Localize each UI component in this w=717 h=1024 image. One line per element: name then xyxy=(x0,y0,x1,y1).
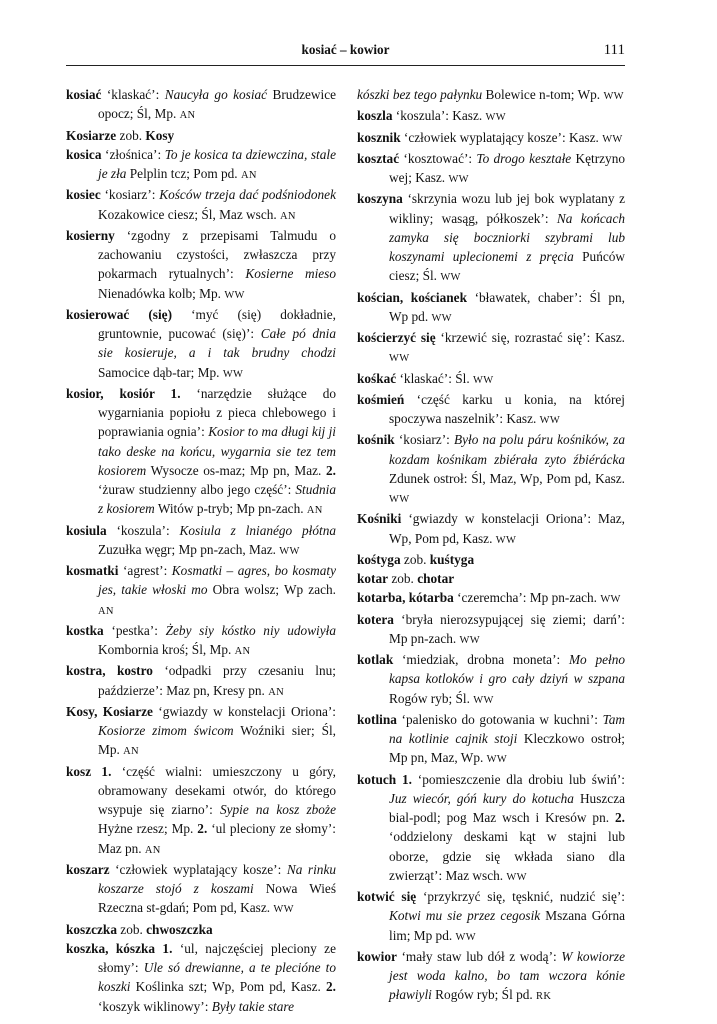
example-quote: Kośców trzeja dać podśniodonek xyxy=(159,187,336,203)
running-header xyxy=(66,42,625,62)
headword: kosmatki xyxy=(66,563,119,578)
headword: kuśtyga xyxy=(429,551,475,567)
dictionary-entry xyxy=(66,762,336,860)
headword: 2. xyxy=(326,462,336,478)
dictionary-entry xyxy=(357,509,625,550)
example-quote: kószki bez tego pałynku xyxy=(357,87,483,102)
headword: kosiać xyxy=(66,87,102,102)
dictionary-entry xyxy=(66,939,336,1016)
headword: kosica xyxy=(66,146,102,162)
example-quote: Mo pełno kapsa kotloków i gro cały dziyń w szpana xyxy=(389,652,626,687)
dictionary-entry xyxy=(66,384,336,521)
dictionary-entry xyxy=(66,920,336,939)
dictionary-entry xyxy=(66,561,336,621)
dictionary-entry xyxy=(357,390,625,431)
author-initials: WW xyxy=(506,871,527,883)
dictionary-entry xyxy=(357,650,625,710)
example-quote: Kosmatki – agres, bo kosmaty jes, takie włoski mo xyxy=(98,563,336,598)
dictionary-entry xyxy=(66,226,336,305)
headword: kosierować (się) xyxy=(66,306,172,322)
headword: kośnik xyxy=(357,432,395,448)
definition-text: Kleczkowo ostroł; Mp pn, Maz, Wp. xyxy=(389,731,625,766)
dictionary-entry xyxy=(357,710,625,770)
example-quote: To drogo keształe xyxy=(476,150,572,166)
author-initials: WW xyxy=(448,174,469,185)
dictionary-entry xyxy=(357,149,625,190)
running-title: kosiać – kowior xyxy=(301,42,390,57)
definition-text: ‘bryła nierozsypującej się ziemi; darń’: Mp pn-zach. xyxy=(389,611,625,646)
definition-text: ‘przykrzyć się, tęsknić, nudzić się’: xyxy=(416,889,626,904)
definition-text: ‘gwiazdy w konstelacji Oriona’: xyxy=(152,703,336,719)
author-initials: WW xyxy=(486,754,508,766)
headword: Kosy, Kosiarze xyxy=(66,703,153,719)
example-quote: Kosiula z lnianégo płótna xyxy=(179,522,336,538)
headword: kosior, kosiór 1. xyxy=(66,385,181,401)
dictionary-entry xyxy=(357,569,625,588)
author-initials: AN xyxy=(240,170,257,181)
definition-text: ‘klaskać’: xyxy=(101,87,165,102)
headword: kotwić się xyxy=(357,889,417,904)
headword: kosiula xyxy=(66,522,107,538)
headword: kośmień xyxy=(357,391,405,407)
definition-text: ‘ul, najczęściej pleciony ze słomy’: xyxy=(98,940,336,975)
definition-text: Pelplin tcz; Pom pd. xyxy=(126,166,241,181)
example-quote: Było na polu páru kośników, za kozdam kośnikam zbiérała zyto źbiérácka xyxy=(389,432,625,467)
author-initials: WW xyxy=(459,634,480,646)
definition-text: Mszana Górna lim; Mp pd. xyxy=(389,908,625,943)
author-initials: AN xyxy=(179,110,196,122)
definition-text: Nienadówka kolb; Mp. xyxy=(98,285,225,301)
headword: chotar xyxy=(417,571,455,586)
definition-text: ‘człowiek wyplatający kosze’: xyxy=(109,861,287,877)
page-number: 111 xyxy=(603,42,625,58)
example-quote: Kosiorze zimom świcom xyxy=(98,723,234,738)
definition-text: zob. xyxy=(116,921,147,937)
author-initials: WW xyxy=(273,904,294,916)
headword: kotar xyxy=(357,571,389,586)
dictionary-entry xyxy=(357,288,625,329)
definition-text: Kombornia kroś; Śl, Mp. xyxy=(98,642,235,657)
definition-text: Samocice dąb-tar; Mp. xyxy=(98,364,223,380)
example-quote: Całe pó dnia sie kosieruje, a i tak brudny chodzi xyxy=(98,326,336,361)
example-quote: Na końcach zamyka się boczniorki szybrami lub koszynami uplecionemi z pręcia xyxy=(389,210,625,264)
headword: Kosiarze xyxy=(66,127,117,143)
author-initials: WW xyxy=(222,368,244,380)
definition-text: Rogów ryb; Śl pd. xyxy=(431,987,537,1003)
definition-text: ‘kosiarz’: xyxy=(394,432,455,448)
dictionary-entry xyxy=(357,189,625,287)
author-initials: WW xyxy=(539,415,561,426)
author-initials: WW xyxy=(279,545,300,557)
author-initials: WW xyxy=(472,374,494,386)
dictionary-entry xyxy=(357,610,625,651)
dictionary-entry xyxy=(357,887,625,947)
dictionary-entry xyxy=(357,588,625,609)
definition-text: zob. xyxy=(400,551,430,567)
definition-text: ‘miedziak, drobna moneta’: xyxy=(393,652,569,667)
dictionary-entry xyxy=(66,85,336,126)
left-column xyxy=(66,85,336,1016)
definition-text: ‘koszyk wiklinowy’: xyxy=(98,998,212,1014)
headword: kotlina xyxy=(357,711,397,727)
headword: chwoszczka xyxy=(146,921,213,937)
author-initials: AN xyxy=(234,646,251,657)
author-initials: WW xyxy=(602,133,623,145)
author-initials: WW xyxy=(431,312,452,324)
definition-text: ‘kosztować’: xyxy=(399,150,477,166)
headword: koszarz xyxy=(66,861,110,877)
dictionary-entry xyxy=(66,702,336,762)
definition-text: Rogów ryb; Śl. xyxy=(389,690,474,706)
definition-text: ‘skrzynia wozu lub jej bok wyplatany z wikliny; wasąg, półkoszek’: xyxy=(389,191,625,226)
example-quote: Sypie na kosz zboże xyxy=(219,802,336,817)
dictionary-entry xyxy=(357,128,625,149)
definition-text: ‘ul pleciony ze słomy’: Maz pn. xyxy=(98,821,336,856)
example-quote: Ule só drewianne, a te plecióne to koszki xyxy=(98,960,336,995)
author-initials: WW xyxy=(389,494,410,505)
author-initials: WW xyxy=(473,694,494,706)
definition-text: ‘bławatek, chaber’: Śl pn, Wp pd. xyxy=(389,289,625,324)
right-column xyxy=(357,85,625,1007)
definition-text: ‘mały staw lub dół z wodą’: xyxy=(396,948,562,964)
definition-text: zob. xyxy=(116,127,146,143)
headword: kotera xyxy=(357,611,394,627)
example-quote: To je kosica ta dziewczina, stale je zła xyxy=(98,146,336,181)
definition-text: ‘agrest’: xyxy=(118,563,172,578)
definition-text: ‘część karku u konia, na której spoczywa naszelnik’: Kasz. xyxy=(389,391,625,426)
headword: kosiec xyxy=(66,187,101,203)
author-initials: WW xyxy=(603,91,624,102)
definition-text: ‘zgodny z przepisami Talmudu o zachowaniu czystości, zwłaszcza przy pokarmach rytualnych’: xyxy=(98,227,336,282)
example-quote: W kowiorze jest woda kalno, bo tam wczora kónie pławiyli xyxy=(389,948,626,1003)
author-initials: WW xyxy=(389,353,410,365)
headword: Kosy xyxy=(145,127,175,143)
definition-text: ‘palenisko do gotowania w kuchni’: xyxy=(396,711,603,727)
definition-text: ‘kosiarz’: xyxy=(100,187,160,203)
dictionary-entry xyxy=(66,185,336,226)
definition-text: Nowa Wieś Rzeczna st-gdań; Pom pd, Kasz. xyxy=(98,881,336,916)
author-initials: AN xyxy=(98,605,114,617)
headword: kotarba, kótarba xyxy=(357,590,454,606)
dictionary-entry xyxy=(357,770,625,888)
dictionary-entry xyxy=(66,305,336,384)
example-quote: Juz wiecór, góń kury do kotucha xyxy=(389,790,574,806)
example-quote: Kosierne mieso xyxy=(245,266,336,282)
headword: kosierny xyxy=(66,227,115,243)
headword: kościan, kościanek xyxy=(357,289,467,305)
dictionary-entry xyxy=(66,661,336,702)
definition-text: Brudzewice opocz; Śl, Mp. xyxy=(98,87,336,122)
definition-text: Puńców ciesz; Śl. xyxy=(389,249,626,284)
definition-text: Kętrzyno wej; Kasz. xyxy=(389,150,625,185)
definition-text: Zuzułka węgr; Mp pn-zach, Maz. xyxy=(98,541,280,557)
headword: kościerzyć się xyxy=(357,330,436,345)
headword: koszczka xyxy=(66,921,117,937)
dictionary-entry xyxy=(357,550,625,569)
definition-text: Wysocze os-maz; Mp pn, Maz. xyxy=(146,462,327,478)
headword: kośkać xyxy=(357,370,397,386)
dictionary-entry xyxy=(66,126,336,145)
dictionary-entry xyxy=(66,145,336,186)
headword: kosz 1. xyxy=(66,763,112,779)
dictionary-entry xyxy=(357,430,625,509)
author-initials: WW xyxy=(455,931,476,943)
author-initials: WW xyxy=(600,594,621,606)
headword: 2. xyxy=(326,979,336,995)
definition-text: Woźniki sier; Śl, Mp. xyxy=(98,723,336,758)
author-initials: AN xyxy=(268,686,284,698)
headword: kosznik xyxy=(357,129,401,145)
headword: koszla xyxy=(357,108,393,124)
dictionary-entry xyxy=(66,521,336,562)
example-quote: Żeby siy kóstko niy udowiyła xyxy=(165,622,336,638)
example-quote: Studnia z kosiorem xyxy=(98,482,336,517)
example-quote: Kotwi mu sie przez cegosik xyxy=(389,908,541,924)
example-quote: Kosior to ma długi kij ji tako deske na końcu, wygarnia sie tez tem kosiorem xyxy=(98,424,337,478)
headword: 2. xyxy=(197,821,208,837)
definition-text: Kozakowice ciesz; Śl, Maz wsch. xyxy=(98,206,281,222)
definition-text: ‘krzewić się, rozrastać się’: Kasz. xyxy=(435,330,625,345)
headword: Kośniki xyxy=(357,511,402,527)
headword: koszyna xyxy=(357,191,403,207)
author-initials: WW xyxy=(495,534,517,546)
header-rule xyxy=(66,65,625,66)
headword: kowior xyxy=(357,948,397,964)
definition-text: ‘żuraw studzienny albo jego część’: xyxy=(98,482,296,497)
dictionary-entry-continued xyxy=(357,85,625,106)
definition-text: Witów p-tryb; Mp pn-zach. xyxy=(154,501,307,517)
author-initials: AN xyxy=(144,844,161,856)
definition-text: ‘klaskać’: Śl. xyxy=(396,370,473,386)
definition-text: ‘odpadki przy czesaniu lnu; paździerze’: Maz pn, Kresy pn. xyxy=(98,663,336,698)
author-initials: AN xyxy=(306,505,323,517)
definition-text: ‘gwiazdy w konstelacji Oriona’: Maz, Wp, Pom pd, Kasz. xyxy=(389,511,625,546)
definition-text: Koślinka szt; Wp, Pom pd, Kasz. xyxy=(130,979,327,995)
author-initials: WW xyxy=(440,272,461,284)
definition-text: ‘pomieszczenie dla drobiu lub świń’: xyxy=(411,771,625,787)
dictionary-entry xyxy=(357,369,625,390)
definition-text: ‘złośnica’: xyxy=(101,146,165,162)
headword: kośtyga xyxy=(357,551,401,567)
example-quote: Tam na kotlinie cajnik stoji xyxy=(389,711,625,746)
dictionary-entry xyxy=(357,947,625,1007)
headword: kostra, kostro xyxy=(66,663,153,679)
dictionary-entry xyxy=(357,106,625,127)
definition-text: ‘część wialni: umieszczony u góry, obramowany desekami otwór, do którego wsypuje się ziarno’: xyxy=(98,763,336,817)
example-quote: Były takie stare xyxy=(211,998,294,1014)
definition-text: ‘myć (się) dokładnie, gruntownie, pucować (się)’: xyxy=(98,306,336,341)
headword: kosztać xyxy=(357,150,400,166)
definition-text: ‘koszula’: xyxy=(106,522,180,538)
example-quote: Naucyła go kosiać xyxy=(164,87,268,102)
dictionary-entry xyxy=(66,621,336,662)
definition-text: Bolewice n-tom; Wp. xyxy=(482,87,604,102)
headword: kotlak xyxy=(357,652,394,667)
definition-text: Obra wolsz; Wp zach. xyxy=(207,582,336,598)
author-initials: WW xyxy=(224,289,245,301)
headword: 2. xyxy=(615,810,625,825)
author-initials: AN xyxy=(280,210,296,222)
definition-text: Hyżne rzesz; Mp. xyxy=(98,821,198,837)
author-initials: WW xyxy=(485,112,506,124)
definition-text: zob. xyxy=(388,571,418,586)
definition-text: Zdunek ostroł: Śl, Maz, Wp, Pom pd, Kasz. xyxy=(389,470,625,486)
headword: koszka, kószka 1. xyxy=(66,940,173,956)
author-initials: AN xyxy=(123,746,139,758)
example-quote: Na rinku koszarze stojó z koszami xyxy=(98,861,336,896)
dictionary-entry xyxy=(66,860,336,920)
definition-text: ‘oddzielony deskami kąt w stajni lub oborze, gdzie się wkłada siano dla zwierząt’: Maz wsch. xyxy=(389,829,625,883)
definition-text: ‘czeremcha’: Mp pn-zach. xyxy=(453,590,601,606)
definition-text: ‘koszula’: Kasz. xyxy=(392,108,486,124)
dictionary-entry xyxy=(357,328,625,369)
definition-text: ‘narzędzie służące do wygarniania popiołu z pieca chlebowego i poprawiania ognia’: xyxy=(98,385,336,440)
headword: kotuch 1. xyxy=(357,771,412,787)
definition-text: ‘pestka’: xyxy=(103,622,166,638)
author-initials: RK xyxy=(536,991,552,1003)
definition-text: Huszcza bial-podl; pog Maz wsch i Kresów pn. xyxy=(389,790,625,825)
headword: kostka xyxy=(66,622,104,638)
definition-text: ‘człowiek wyplatający kosze’: Kasz. xyxy=(400,129,603,145)
